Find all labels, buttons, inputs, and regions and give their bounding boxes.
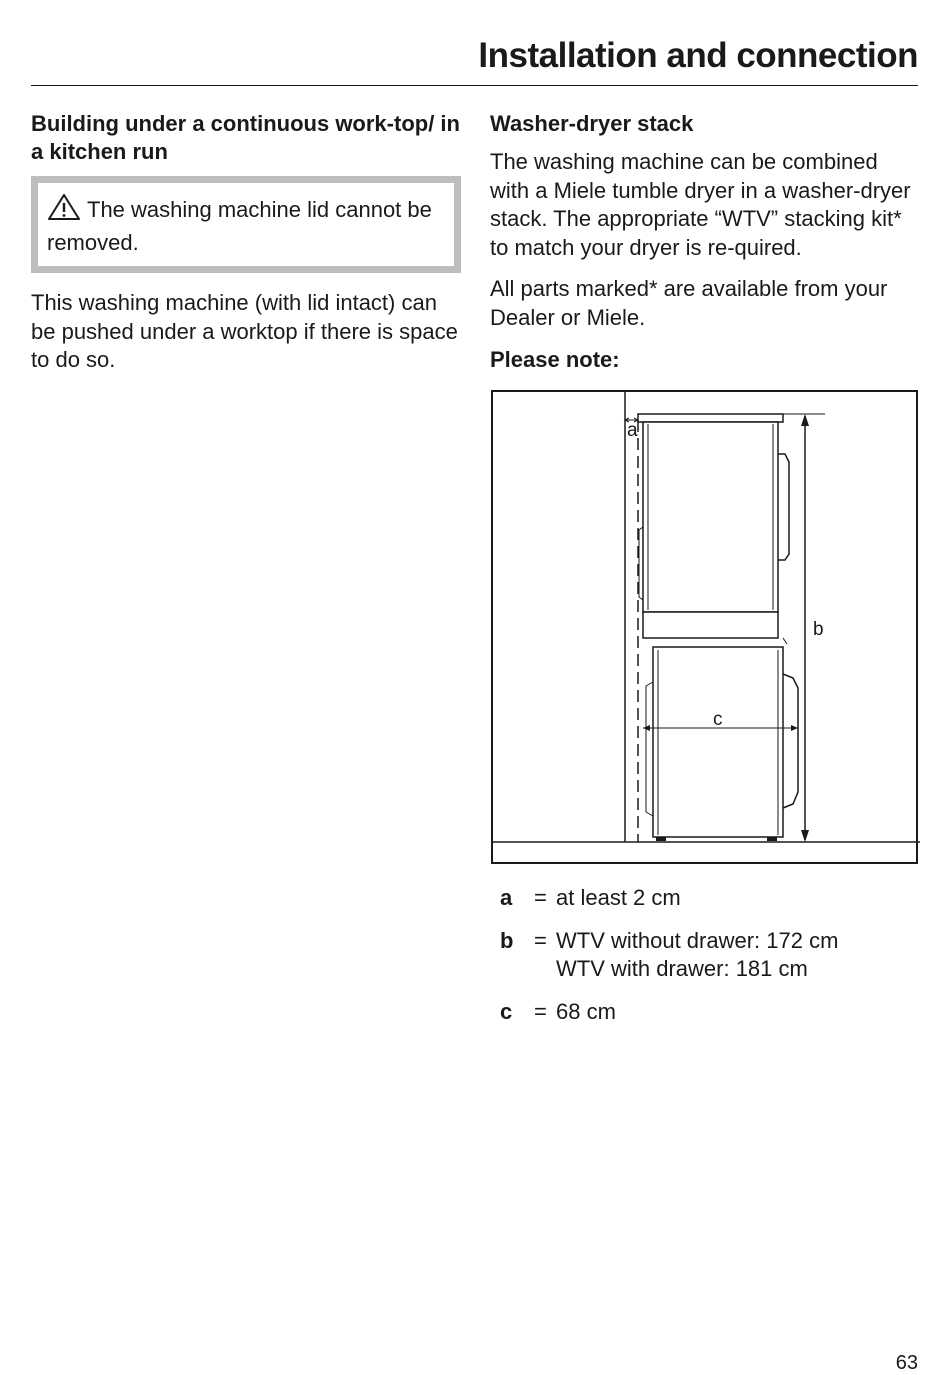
stack-paragraph-1: The washing machine can be combined with a Miele tumble dryer in a washer-dryer stack. The appropriate “WTV” stacking kit* to match your dryer is re-quired.	[490, 149, 911, 260]
page-title: Installation and connection	[478, 36, 918, 75]
dimension-legend	[500, 884, 922, 1026]
section-heading-stack: Washer-dryer stack	[490, 111, 694, 136]
label-b: b	[813, 619, 824, 640]
worktop-paragraph: This washing machine (with lid intact) can be pushed under a worktop if there is space to do so.	[31, 290, 458, 372]
legend-row-a	[500, 884, 922, 913]
legend-key-b: b	[500, 927, 514, 953]
legend-text-a: at least 2 cm	[556, 885, 681, 910]
note-heading: Please note:	[490, 347, 620, 372]
page-number: 63	[895, 1352, 918, 1374]
left-column	[31, 110, 461, 388]
warning-triangle-icon	[47, 193, 81, 229]
legend-row-b	[500, 927, 922, 984]
warning-box	[31, 176, 461, 273]
legend-row-c	[500, 998, 922, 1027]
legend-text-b-line1: WTV without drawer: 172 cm	[556, 927, 839, 953]
label-c: c	[713, 709, 723, 730]
dryer-unit	[638, 414, 789, 638]
warning-text: The washing machine lid cannot be removed.	[47, 197, 432, 255]
right-column	[490, 110, 922, 1040]
legend-eq-b: =	[534, 927, 547, 953]
stack-diagram	[493, 392, 920, 866]
title-divider	[31, 85, 918, 86]
legend-eq-a: =	[534, 885, 547, 910]
legend-eq-c: =	[534, 998, 547, 1024]
stack-dimension-figure	[491, 390, 918, 864]
legend-text-c: 68 cm	[556, 998, 616, 1024]
legend-key-a: a	[500, 885, 513, 910]
legend-key-c: c	[500, 998, 513, 1024]
stack-paragraph-2: All parts marked* are available from your Dealer or Miele.	[490, 276, 888, 330]
label-a: a	[627, 420, 638, 441]
washer-unit	[646, 638, 798, 841]
legend-text-b	[556, 927, 922, 984]
legend-text-b-line2: WTV with drawer: 181 cm	[556, 956, 808, 981]
section-heading-worktop: Building under a continuous work-top/ in a kitchen run	[31, 111, 460, 164]
